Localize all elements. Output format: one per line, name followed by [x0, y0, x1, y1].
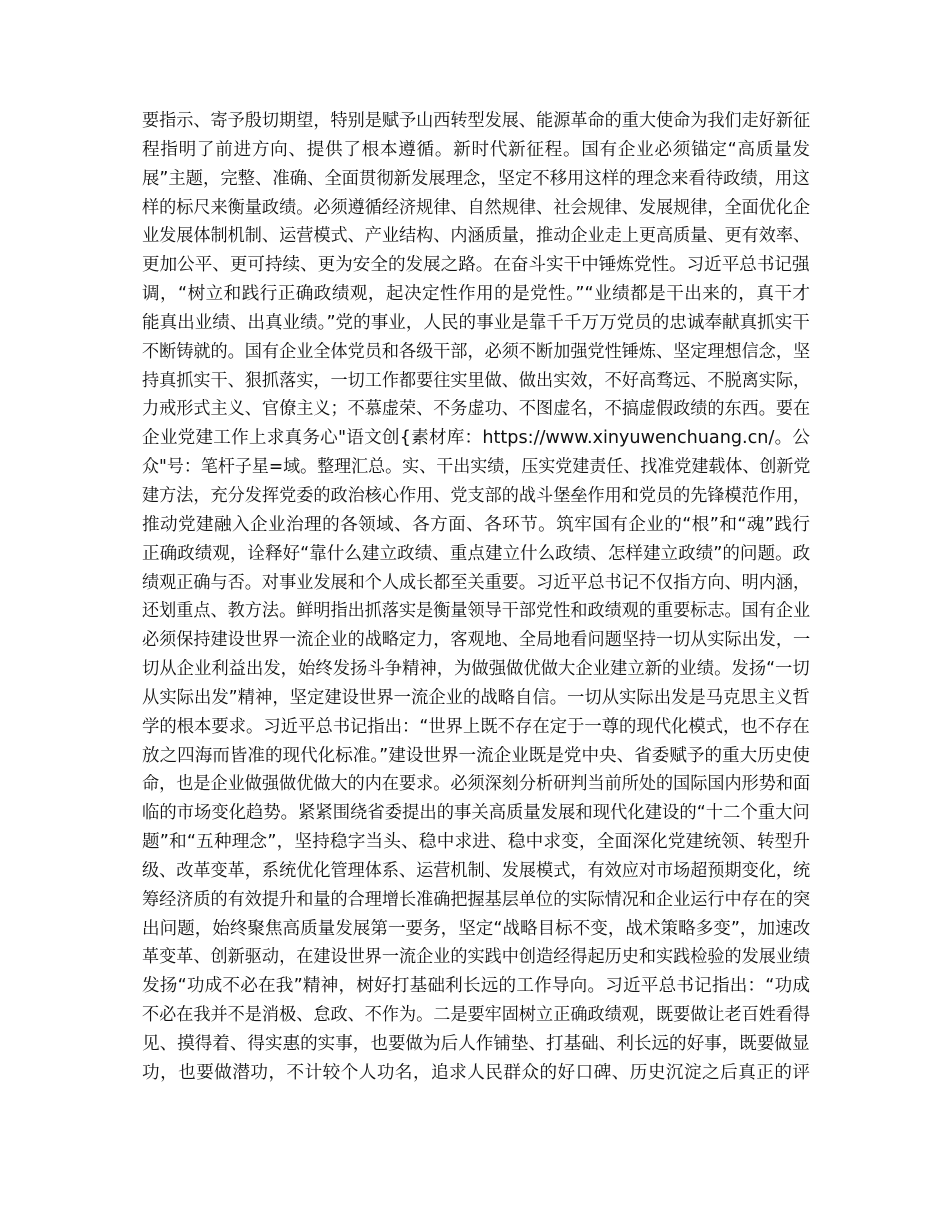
text-line: 调，“树立和践行正确政绩观，起决定性作用的是党性。”“业绩都是干出来的，真干才 [142, 284, 810, 305]
text-line: 正确政绩观，诠释好“靠什么建立政绩、重点建立什么政绩、怎样建立政绩”的问题。政 [142, 543, 811, 564]
text-line: 功，也要做潜功，不计较个人功名，追求人民群众的好口碑、历史沉淀之后真正的评 [142, 1062, 810, 1083]
text-line: 出问题，始终聚焦高质量发展第一要务，坚定“战略目标不变，战术策略多变”，加速改 [142, 918, 811, 939]
text-line: 放之四海而皆准的现代化标准。”建设世界一流企业既是党中央、省委赋予的重大历史使 [142, 745, 810, 766]
text-line: 力戒形式主义、官僚主义；不慕虚荣、不务虚功、不图虚名，不搞虚假政绩的东西。要在 [142, 399, 811, 420]
text-line: 筹经济质的有效提升和量的合理增长准确把握基层单位的实际情况和企业运行中存在的突 [142, 889, 811, 910]
text-line: 样的标尺来衡量政绩。必须遵循经济规律、自然规律、社会规律、发展规律，全面优化企 [142, 197, 811, 218]
text-line: 从实际出发”精神，坚定建设世界一流企业的战略自信。一切从实际出发是马克思主义哲 [142, 687, 810, 708]
text-line: 临的市场变化趋势。紧紧围绕省委提出的事关高质量发展和现代化建设的“十二个重大问 [142, 803, 810, 824]
text-line: 不断铸就的。国有企业全体党员和各级干部，必须不断加强党性锤炼、坚定理想信念，坚 [142, 341, 811, 362]
text-line: 不必在我并不是消极、怠政、不作为。二是要牢固树立正确政绩观，既要做让老百姓看得 [142, 1005, 811, 1026]
text-line: 题”和“五种理念”，坚持稳字当头、稳中求进、稳中求变，全面深化党建统领、转型升 [142, 832, 810, 853]
text-line: 能真出业绩、出真业绩。”党的事业，人民的事业是靠千千万万党员的忠诚奉献真抓实干 [142, 312, 810, 333]
text-line: 必须保持建设世界一流企业的战略定力，客观地、全局地看问题坚持一切从实际出发，一 [142, 630, 811, 651]
text-line: 革变革、创新驱动，在建设世界一流企业的实践中创造经得起历史和实践检验的发展业绩 [142, 947, 811, 968]
text-line: 众"号：笔杆子星=域。整理汇总。实、干出实绩，压实党建责任、找准党建载体、创新党 [142, 457, 811, 478]
text-line: 还划重点、教方法。鲜明指出抓落实是衡量领导干部党性和政绩观的重要标志。国有企业 [142, 601, 811, 622]
text-line: 更加公平、更可持续、更为安全的发展之路。在奋斗实干中锤炼党性。习近平总书记强 [142, 255, 810, 276]
text-line: 命，也是企业做强做优做大的内在要求。必须深刻分析研判当前所处的国际国内形势和面 [142, 774, 811, 795]
text-line: 见、摸得着、得实惠的实事，也要做为后人作铺垫、打基础、利长远的好事，既要做显 [142, 1034, 810, 1054]
text-line: 要指示、寄予殷切期望，特别是赋予山西转型发展、能源革命的重大使命为我们走好新征 [142, 111, 811, 131]
text-line: 持真抓实干、狠抓落实，一切工作都要往实里做、做出实效，不好高骛远、不脱离实际， [142, 370, 811, 391]
text-line: 业发展体制机制、运营模式、产业结构、内涵质量，推动企业走上更高质量、更有效率、 [142, 226, 811, 247]
text-line: 企业党建工作上求真务心"语文创{素材库：https://www.xinyuwenchuang.cn/。公 [142, 428, 810, 449]
text-line: 发扬“功成不必在我”精神，树好打基础利长远的工作导向。习近平总书记指出：“功成 [142, 976, 810, 997]
text-line: 切从企业利益出发，始终发扬斗争精神，为做强做优做大企业建立新的业绩。发扬“一切 [142, 659, 810, 680]
text-line: 建方法，充分发挥党委的政治核心作用、党支部的战斗堡垒作用和党员的先锋模范作用， [142, 485, 811, 506]
text-line: 程指明了前进方向、提供了根本遵循。新时代新征程。国有企业必须锚定“高质量发 [142, 139, 810, 160]
body-text [142, 107, 810, 1088]
text-line: 学的根本要求。习近平总书记指出：“世界上既不存在定于一尊的现代化模式，也不存在 [142, 716, 810, 737]
text-line: 绩观正确与否。对事业发展和个人成长都至关重要。习近平总书记不仅指方向、明内涵， [142, 572, 811, 593]
text-line: 展”主题，完整、准确、全面贯彻新发展理念，坚定不移用这样的理念来看待政绩，用这 [142, 168, 810, 189]
text-line: 级、改革变革，系统优化管理体系、运营机制、发展模式，有效应对市场超预期变化，统 [142, 860, 811, 881]
text-line: 推动党建融入企业治理的各领域、各方面、各环节。筑牢国有企业的“根”和“魂”践行 [142, 514, 810, 535]
